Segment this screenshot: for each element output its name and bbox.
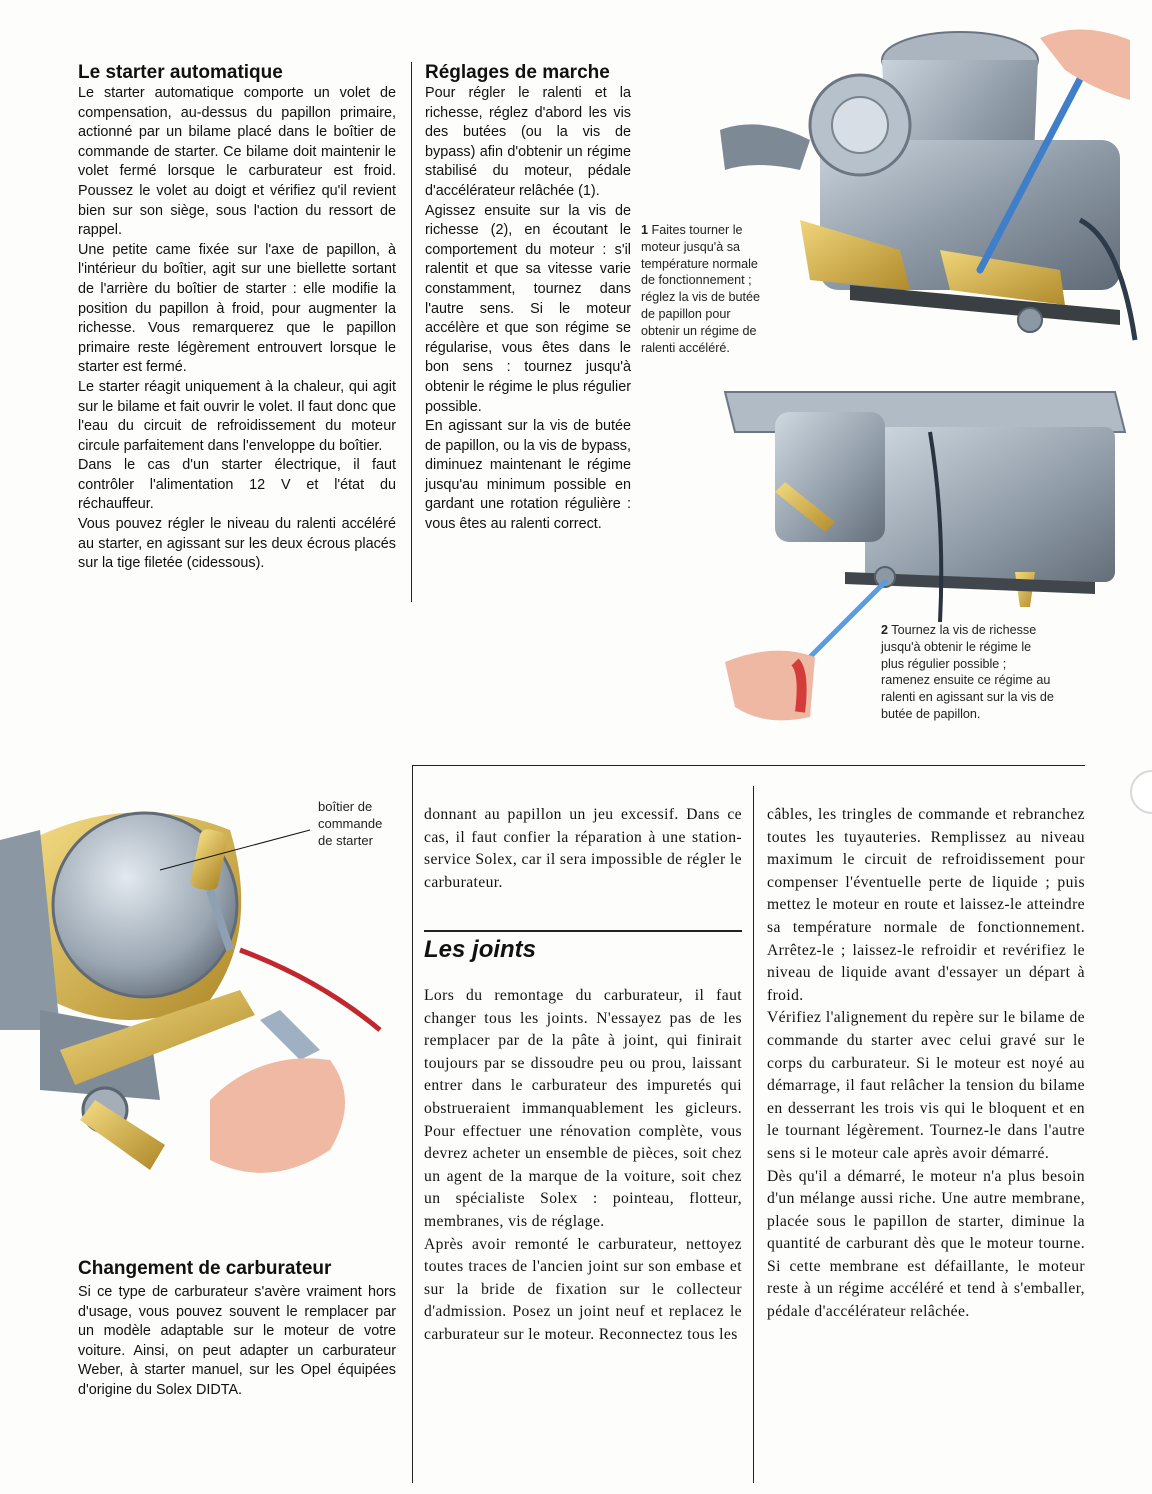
section-changement <box>78 1258 396 1401</box>
joints-title-rule <box>424 930 742 932</box>
caption-number: 2 <box>881 623 889 637</box>
column-rule-top <box>411 62 412 602</box>
caption-1 <box>641 222 761 356</box>
paragraph: Lors du remontage du carburateur, il faut changer tous les joints. N'essayez pas de les remplacer par de la pâte à joint, qui finirait toujours par se dissoudre peu ou prou, laissant entrer dans le carburateur des impuretés qui obstrueraient immanquablement les gicleurs. Pour effectuer une rénovation complète, vous devrez acheter un ensemble de pièces, soit chez un agent de la marque de la voiture, soit chez un spécialiste Solex : pointeau, flotteur, membranes, vis de réglage. <box>424 987 742 1230</box>
paragraph: Pour régler le ralenti et la richesse, réglez d'abord les vis des butées (ou la vis de bypass) afin d'obtenir un régime stabilisé du moteur, pédale d'accélérateur relâchée (1). <box>425 85 631 199</box>
starter-housing-illustration <box>0 800 410 1200</box>
horizontal-rule <box>412 765 1085 766</box>
column-rule-left <box>412 765 413 1483</box>
section-title-changement: Changement de carburateur <box>78 1258 332 1279</box>
column-rule-middle <box>753 786 754 1483</box>
label-boitier <box>318 798 398 849</box>
paragraph: Dès qu'il a démarré, le moteur n'a plus besoin d'un mélange aussi riche. Une autre membrane, placée sous le papillon de starter, diminue la quantité de carburant dès que le moteur tourne. Si cette membrane est défaillante, le moteur reste à un régime accéléré et tend à s'emballer, pédale d'accélérateur relâchée. <box>767 1167 1085 1321</box>
section-title-reglages: Réglages de marche <box>425 62 610 83</box>
caption-text: Faites tourner le moteur jusqu'à sa température normale de fonctionnement ; réglez la vis de butée de papillon pour obtenir un régime de ralenti accéléré. <box>641 223 761 355</box>
section-reglages <box>425 62 631 535</box>
carburettor-illustration-1 <box>700 20 1140 370</box>
section-starter <box>78 62 396 574</box>
joints-body <box>424 985 742 1347</box>
paragraph: Vérifiez l'alignement du repère sur le bilame de commande du starter avec celui gravé sur le corps du carburateur. Si le moteur est noyé au démarrage, il faut relâcher la tension du bilame en desserrant les trois vis qui le bloquent et en le tournant légèrement. Tournez-le dans l'autre sens si le moteur cale après avoir démarré. <box>767 1009 1085 1162</box>
label-boitier-text: boîtier de commande de starter <box>318 799 383 848</box>
paragraph: Une petite came fixée sur l'axe de papillon, à l'intérieur du boîtier, agit sur une biellette sortant de l'arrière du boîtier de starter : elle modifie la position du papillon à froid, pour augmenter la richesse. Vous remarquerez que le papillon primaire reste légèrement entrouvert lorsque le starter est fermé. <box>78 241 396 376</box>
section-title-starter: Le starter automatique <box>78 62 283 83</box>
caption-2 <box>881 622 1056 723</box>
paragraph: Agissez ensuite sur la vis de richesse (2), en écoutant le comportement du moteur : s'il ralentit et que sa vitesse varie constamment, tournez dans l'autre sens. Si le moteur accélère et que son régime se régularise, vous êtes dans le bon sens : tournez jusqu'à obtenir le régime le plus régulier possible. <box>425 202 631 415</box>
paragraph: Le starter automatique comporte un volet de compensation, au-dessus du papillon primaire, actionné par un bilame placé dans le boîtier de commande de starter. Ce bilame doit maintenir le volet fermé lorsque le carburateur est froid. Poussez le volet au doigt et vérifiez qu'il revient bien sur son siège, sous l'action du ressort de rappel. <box>78 85 396 239</box>
paragraph: Après avoir remonté le carburateur, nettoyez toutes traces de l'ancien joint sur son embase et sur la bride de fixation sur le collecteur d'admission. Posez un joint neuf et replacez le carburateur sur le moteur. Reconnectez tous les <box>424 1235 742 1343</box>
col-right <box>767 804 1085 1324</box>
paragraph: Le starter réagit uniquement à la chaleur, qui agit sur le bilame et fait ouvrir le volet. Il faut donc que l'eau du circuit de refroidissement du moteur circule parfaitement dans l'enveloppe du boîtier. <box>78 378 396 454</box>
binder-hole <box>1130 770 1152 814</box>
carburettor-drawing-1 <box>700 20 1140 370</box>
paragraph: Si ce type de carburateur s'avère vraiment hors d'usage, vous pouvez souvent le remplacer par un modèle adaptable sur le moteur de votre voiture. Ainsi, on peut adapter un carburateur Weber, à starter manuel, sur les Opel équipées d'origine du Solex DIDTA. <box>78 1284 396 1398</box>
caption-number: 1 <box>641 223 649 237</box>
changement-body <box>78 1283 396 1401</box>
paragraph: câbles, les tringles de commande et rebranchez toutes les tuyauteries. Remplissez au niveau maximum le circuit de refroidissement pour compenser l'éventuelle perte de liquide ; puis mettez le moteur en route et laissez-le atteindre sa température normale de fonctionnement. Arrêtez-le ; laissez-le refroidir et revérifiez le niveau de liquide avant d'essayer un départ à froid. <box>767 806 1085 1004</box>
starter-body <box>78 84 396 574</box>
section-joints-title-wrap <box>424 936 742 964</box>
paragraph: Vous pouvez régler le niveau du ralenti accéléré au starter, en agissant sur les deux écrous placés sur la tige filetée (cidessous). <box>78 516 396 572</box>
paragraph: donnant au papillon un jeu excessif. Dans ce cas, il faut confier la réparation à une station-service Solex, car il sera impossible de régler le carburateur. <box>424 806 742 891</box>
section-title-joints: Les joints <box>424 936 537 963</box>
reglages-body <box>425 84 631 535</box>
starter-housing-drawing <box>0 800 410 1200</box>
paragraph: En agissant sur la vis de butée de papillon, ou la vis de bypass, diminuez maintenant le régime jusqu'au minimum possible en gardant une rotation régulière : vous êtes au ralenti correct. <box>425 418 631 533</box>
caption-text: Tournez la vis de richesse jusqu'à obtenir le régime le plus régulier possible ; ramenez ensuite ce régime au ralenti en agissant sur la vis de butée de papillon. <box>881 623 1054 721</box>
col-middle-top <box>424 804 742 894</box>
paragraph: Dans le cas d'un starter électrique, il faut contrôler l'alimentation 12 V et l'état du réchauffeur. <box>78 457 396 513</box>
